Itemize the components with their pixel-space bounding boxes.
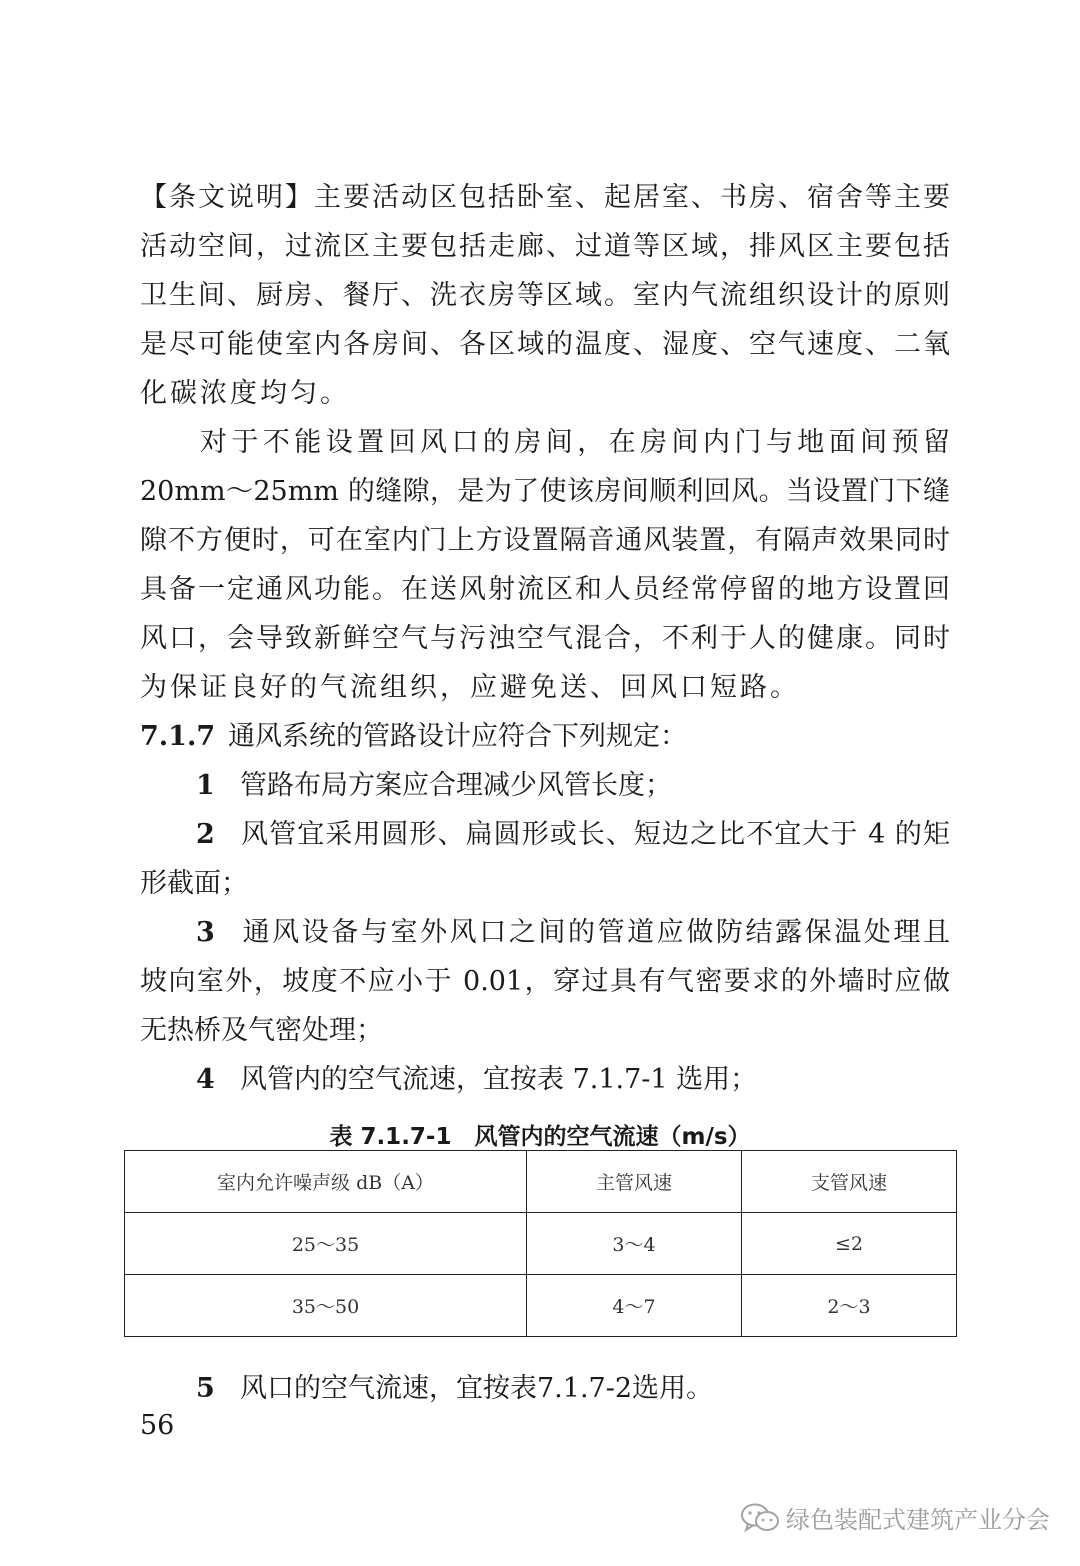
table-cell: 35～50 <box>125 1275 527 1337</box>
explanation-para2-line: 具备一定通风功能。在送风射流区和人员经常停留的地方设置回 <box>140 574 950 605</box>
clause-item-2 <box>196 819 950 851</box>
airflow-velocity-table <box>124 1150 957 1337</box>
explanation-para1-line: 是尽可能使室内各房间、各区域的温度、湿度、空气速度、二氧 <box>140 329 950 360</box>
explanation-para2-line: 隙不方便时，可在室内门上方设置隔音通风装置，有隔声效果同时 <box>140 525 950 556</box>
item-number: 3 <box>196 917 215 948</box>
clause-item-4 <box>196 1064 950 1096</box>
table-cell: 3～4 <box>527 1213 742 1275</box>
clause-text: 通风系统的管路设计应符合下列规定： <box>228 721 687 752</box>
item-text-continued: 坡向室外，坡度不应小于 0.01，穿过具有气密要求的外墙时应做 <box>140 966 950 997</box>
item-text: 风口的空气流速，宜按表7.1.7-2选用。 <box>240 1373 714 1404</box>
wechat-icon <box>740 1502 780 1534</box>
watermark <box>740 1500 1050 1535</box>
explanation-para2-line: 对于不能设置回风口的房间，在房间内门与地面间预留 <box>200 427 950 458</box>
item-number: 2 <box>196 819 215 850</box>
explanation-para1-line: 卫生间、厨房、餐厅、洗衣房等区域。室内气流组织设计的原则 <box>140 280 950 311</box>
item-number: 5 <box>196 1373 215 1404</box>
item-text-continued: 形截面； <box>140 868 248 899</box>
table-cell: 4～7 <box>527 1275 742 1337</box>
clause-number: 7.1.7 <box>140 721 216 752</box>
item-text: 风管宜采用圆形、扁圆形或长、短边之比不宜大于 4 的矩 <box>240 819 950 850</box>
item-number: 1 <box>196 770 215 801</box>
item-number: 4 <box>196 1064 215 1095</box>
page-number: 56 <box>140 1410 175 1441</box>
table-header-cell: 室内允许噪声级 dB（A） <box>125 1151 527 1213</box>
clause-item-1 <box>196 770 950 802</box>
explanation-para1-line: 【条文说明】主要活动区包括卧室、起居室、书房、宿舍等主要 <box>140 182 950 213</box>
clause-item-5 <box>196 1373 950 1405</box>
table-cell: 25～35 <box>125 1213 527 1275</box>
item-text: 风管内的空气流速，宜按表 7.1.7-1 选用； <box>240 1064 758 1095</box>
table-cell: ≤2 <box>742 1213 957 1275</box>
item-text: 通风设备与室外风口之间的管道应做防结露保温处理且 <box>240 917 950 948</box>
table-header-row <box>125 1151 957 1213</box>
item-text-continued: 无热桥及气密处理； <box>140 1015 383 1046</box>
explanation-para2-line: 风口，会导致新鲜空气与污浊空气混合，不利于人的健康。同时 <box>140 623 950 654</box>
table-header-cell: 支管风速 <box>742 1151 957 1213</box>
explanation-para2-line: 20mm～25mm 的缝隙，是为了使该房间顺利回风。当设置门下缝 <box>140 476 950 507</box>
item-text: 管路布局方案应合理减少风管长度； <box>240 770 672 801</box>
explanation-para1-line: 化碳浓度均匀。 <box>140 378 350 409</box>
watermark-text: 绿色装配式建筑产业分会 <box>786 1506 1050 1534</box>
explanation-para1-line: 活动空间，过流区主要包括走廊、过道等区域，排风区主要包括 <box>140 231 950 262</box>
clause-heading <box>140 721 950 753</box>
explanation-para2-line: 为保证良好的气流组织，应避免送、回风口短路。 <box>140 672 800 703</box>
table-caption: 表 7.1.7-1 风管内的空气流速（m/s） <box>329 1124 751 1150</box>
table-header-cell: 主管风速 <box>527 1151 742 1213</box>
clause-item-3 <box>196 917 950 949</box>
table-row <box>125 1275 957 1337</box>
table-row <box>125 1213 957 1275</box>
table-cell: 2～3 <box>742 1275 957 1337</box>
